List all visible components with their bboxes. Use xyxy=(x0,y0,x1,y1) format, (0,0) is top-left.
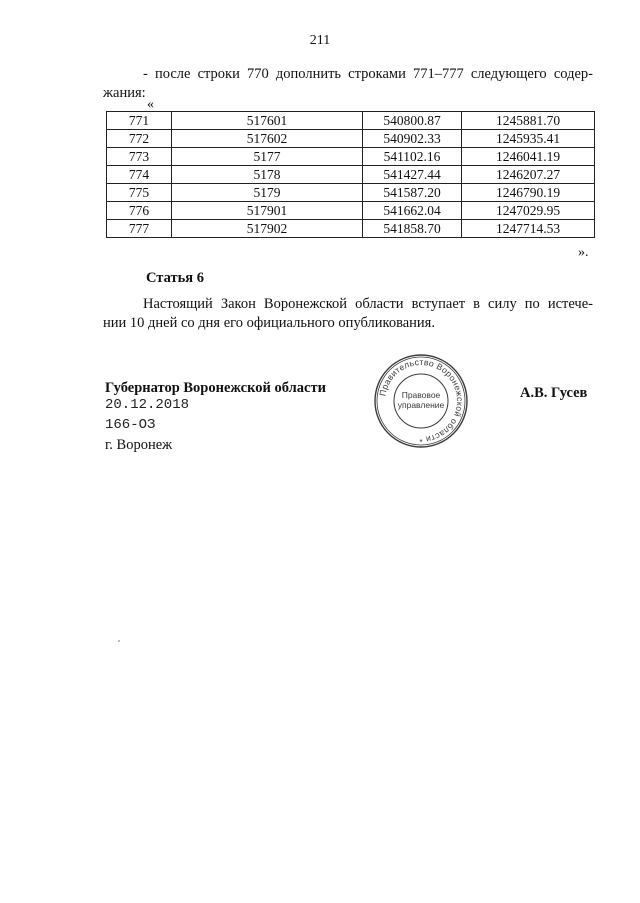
table-row xyxy=(107,130,595,148)
scan-speck xyxy=(118,640,120,642)
table-cell: 541427.44 xyxy=(363,166,462,184)
article-line-2: нии 10 дней со дня его официального опубликования. xyxy=(103,315,435,331)
table-cell: 1247714.53 xyxy=(462,220,595,238)
table-cell: 5178 xyxy=(172,166,363,184)
table-cell: 1247029.95 xyxy=(462,202,595,220)
table-cell: 773 xyxy=(107,148,172,166)
table-cell: 1246041.19 xyxy=(462,148,595,166)
table-row xyxy=(107,148,595,166)
table-cell: 776 xyxy=(107,202,172,220)
official-seal xyxy=(373,353,469,449)
table-cell: 517601 xyxy=(172,112,363,130)
article-heading: Статья 6 xyxy=(146,270,204,286)
table-row xyxy=(107,184,595,202)
table-cell: 517602 xyxy=(172,130,363,148)
page-number: 211 xyxy=(309,33,331,48)
table-cell: 5179 xyxy=(172,184,363,202)
table-cell: 541587.20 xyxy=(363,184,462,202)
seal-center-line-1: Правовое xyxy=(401,390,441,400)
seal-center-line-2: управление xyxy=(397,400,445,410)
coordinates-table xyxy=(106,111,595,238)
table-cell: 540902.33 xyxy=(363,130,462,148)
seal-star: * xyxy=(419,438,423,447)
table-row xyxy=(107,166,595,184)
table-cell: 5177 xyxy=(172,148,363,166)
law-number: 166-ОЗ xyxy=(105,417,156,433)
article-paragraph xyxy=(103,295,593,333)
table-cell: 540800.87 xyxy=(363,112,462,130)
table-cell: 1246207.27 xyxy=(462,166,595,184)
signer-name: А.В. Гусев xyxy=(520,385,588,401)
table-cell: 541858.70 xyxy=(363,220,462,238)
intro-line-1: - после строки 770 дополнить строками 771–777 следующего содер- xyxy=(143,66,593,82)
table-cell: 517902 xyxy=(172,220,363,238)
table-cell: 775 xyxy=(107,184,172,202)
signing-city: г. Воронеж xyxy=(105,437,173,453)
table-cell: 541662.04 xyxy=(363,202,462,220)
table-cell: 1245881.70 xyxy=(462,112,595,130)
opening-quote: « xyxy=(147,97,154,112)
table-cell: 772 xyxy=(107,130,172,148)
article-line-1: Настоящий Закон Воронежской области вступает в силу по истече- xyxy=(143,296,593,312)
table-row xyxy=(107,112,595,130)
signer-title: Губернатор Воронежской области xyxy=(105,380,326,396)
closing-quote: ». xyxy=(578,245,589,260)
table-cell: 1245935.41 xyxy=(462,130,595,148)
table-cell: 777 xyxy=(107,220,172,238)
signing-date: 20.12.2018 xyxy=(105,397,190,413)
intro-line-2: жания: xyxy=(103,85,146,101)
table-row xyxy=(107,220,595,238)
seal-ring-text: Правительство Воронежской области xyxy=(377,356,466,445)
table-cell: 771 xyxy=(107,112,172,130)
table-cell: 541102.16 xyxy=(363,148,462,166)
table-cell: 774 xyxy=(107,166,172,184)
table-row xyxy=(107,202,595,220)
table-cell: 517901 xyxy=(172,202,363,220)
table-cell: 1246790.19 xyxy=(462,184,595,202)
intro-paragraph xyxy=(103,65,593,103)
